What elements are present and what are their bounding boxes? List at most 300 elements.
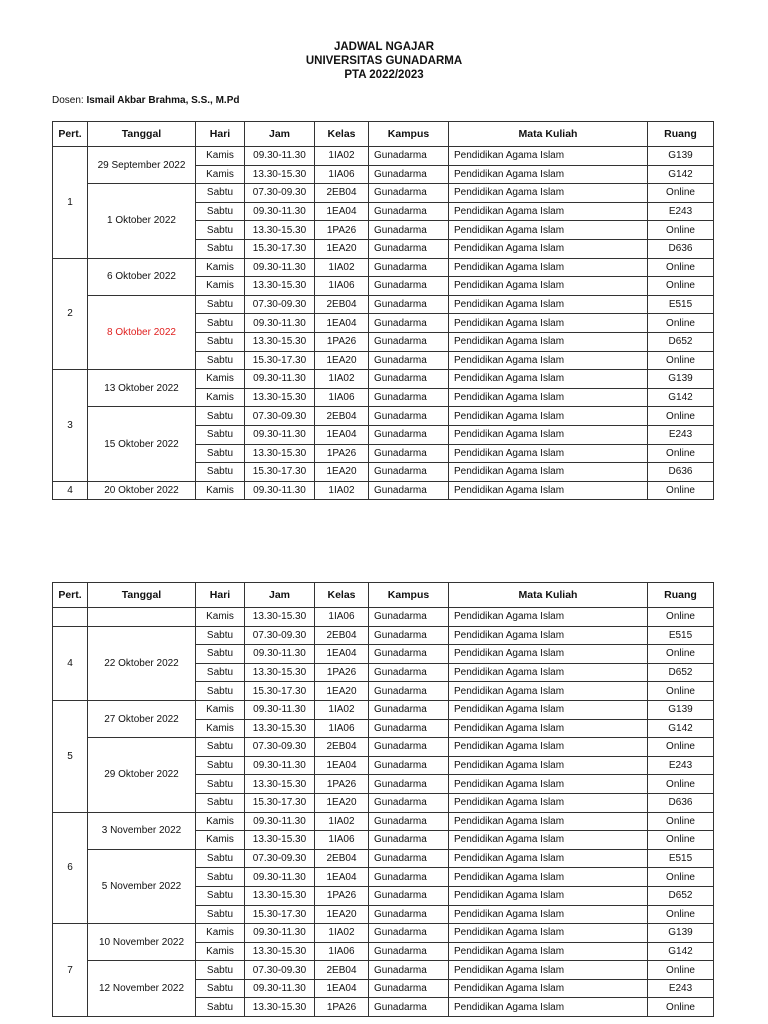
cell-hari: Kamis bbox=[196, 812, 245, 831]
cell-mata-kuliah: Pendidikan Agama Islam bbox=[449, 886, 648, 905]
cell-pert: 5 bbox=[53, 700, 88, 812]
cell-mata-kuliah: Pendidikan Agama Islam bbox=[449, 868, 648, 887]
cell-ruang: Online bbox=[648, 998, 714, 1017]
cell-tanggal: 6 Oktober 2022 bbox=[88, 258, 196, 295]
col-pert: Pert. bbox=[53, 122, 88, 147]
cell-kampus: Gunadarma bbox=[369, 961, 449, 980]
cell-kampus: Gunadarma bbox=[369, 626, 449, 645]
cell-ruang: D636 bbox=[648, 463, 714, 482]
cell-ruang: Online bbox=[648, 905, 714, 924]
cell-mata-kuliah: Pendidikan Agama Islam bbox=[449, 147, 648, 166]
cell-kelas: 2EB04 bbox=[315, 849, 369, 868]
cell-hari: Kamis bbox=[196, 942, 245, 961]
cell-hari: Sabtu bbox=[196, 793, 245, 812]
cell-kelas: 2EB04 bbox=[315, 407, 369, 426]
cell-mata-kuliah: Pendidikan Agama Islam bbox=[449, 682, 648, 701]
cell-ruang: D652 bbox=[648, 663, 714, 682]
cell-kampus: Gunadarma bbox=[369, 682, 449, 701]
cell-kampus: Gunadarma bbox=[369, 277, 449, 296]
cell-jam: 09.30-11.30 bbox=[245, 979, 315, 998]
cell-kampus: Gunadarma bbox=[369, 147, 449, 166]
cell-kelas: 1EA04 bbox=[315, 868, 369, 887]
cell-mata-kuliah: Pendidikan Agama Islam bbox=[449, 924, 648, 943]
cell-ruang: Online bbox=[648, 961, 714, 980]
table-row bbox=[53, 812, 714, 831]
cell-kelas: 1EA04 bbox=[315, 314, 369, 333]
doc-period: PTA 2022/2023 bbox=[344, 69, 424, 81]
cell-kampus: Gunadarma bbox=[369, 463, 449, 482]
cell-jam: 15.30-17.30 bbox=[245, 682, 315, 701]
cell-kelas: 1EA20 bbox=[315, 682, 369, 701]
cell-tanggal bbox=[88, 608, 196, 627]
col-tanggal: Tanggal bbox=[88, 122, 196, 147]
cell-kampus: Gunadarma bbox=[369, 239, 449, 258]
cell-hari: Sabtu bbox=[196, 738, 245, 757]
cell-ruang: E243 bbox=[648, 425, 714, 444]
cell-tanggal: 22 Oktober 2022 bbox=[88, 626, 196, 700]
cell-pert: 3 bbox=[53, 370, 88, 482]
cell-ruang: E243 bbox=[648, 202, 714, 221]
cell-mata-kuliah: Pendidikan Agama Islam bbox=[449, 184, 648, 203]
cell-kampus: Gunadarma bbox=[369, 407, 449, 426]
cell-jam: 09.30-11.30 bbox=[245, 645, 315, 664]
cell-jam: 09.30-11.30 bbox=[245, 202, 315, 221]
cell-ruang: Online bbox=[648, 444, 714, 463]
cell-kampus: Gunadarma bbox=[369, 258, 449, 277]
cell-kelas: 1IA02 bbox=[315, 700, 369, 719]
cell-hari: Sabtu bbox=[196, 775, 245, 794]
table-row bbox=[53, 961, 714, 980]
cell-hari: Kamis bbox=[196, 481, 245, 500]
cell-ruang: Online bbox=[648, 682, 714, 701]
cell-kampus: Gunadarma bbox=[369, 388, 449, 407]
col-jam: Jam bbox=[245, 122, 315, 147]
cell-kelas: 1IA02 bbox=[315, 812, 369, 831]
cell-jam: 13.30-15.30 bbox=[245, 942, 315, 961]
cell-hari: Sabtu bbox=[196, 663, 245, 682]
doc-title: JADWAL NGAJAR bbox=[333, 41, 435, 53]
cell-pert: 6 bbox=[53, 812, 88, 924]
cell-ruang: G139 bbox=[648, 924, 714, 943]
cell-mata-kuliah: Pendidikan Agama Islam bbox=[449, 626, 648, 645]
cell-hari: Sabtu bbox=[196, 682, 245, 701]
cell-tanggal: 8 Oktober 2022 bbox=[88, 295, 196, 369]
cell-kampus: Gunadarma bbox=[369, 314, 449, 333]
cell-kelas: 1IA06 bbox=[315, 831, 369, 850]
cell-mata-kuliah: Pendidikan Agama Islam bbox=[449, 258, 648, 277]
cell-ruang: Online bbox=[648, 184, 714, 203]
cell-ruang: Online bbox=[648, 812, 714, 831]
col-kelas: Kelas bbox=[315, 583, 369, 608]
cell-mata-kuliah: Pendidikan Agama Islam bbox=[449, 295, 648, 314]
cell-tanggal: 15 Oktober 2022 bbox=[88, 407, 196, 481]
cell-mata-kuliah: Pendidikan Agama Islam bbox=[449, 849, 648, 868]
cell-tanggal: 1 Oktober 2022 bbox=[88, 184, 196, 258]
cell-jam: 13.30-15.30 bbox=[245, 388, 315, 407]
cell-mata-kuliah: Pendidikan Agama Islam bbox=[449, 831, 648, 850]
cell-kampus: Gunadarma bbox=[369, 793, 449, 812]
cell-pert: 4 bbox=[53, 626, 88, 700]
cell-mata-kuliah: Pendidikan Agama Islam bbox=[449, 998, 648, 1017]
cell-tanggal: 5 November 2022 bbox=[88, 849, 196, 923]
cell-tanggal: 20 Oktober 2022 bbox=[88, 481, 196, 500]
cell-jam: 09.30-11.30 bbox=[245, 147, 315, 166]
cell-hari: Kamis bbox=[196, 147, 245, 166]
cell-jam: 15.30-17.30 bbox=[245, 463, 315, 482]
cell-jam: 09.30-11.30 bbox=[245, 314, 315, 333]
cell-jam: 13.30-15.30 bbox=[245, 831, 315, 850]
cell-mata-kuliah: Pendidikan Agama Islam bbox=[449, 719, 648, 738]
cell-kampus: Gunadarma bbox=[369, 812, 449, 831]
cell-kampus: Gunadarma bbox=[369, 165, 449, 184]
cell-hari: Sabtu bbox=[196, 407, 245, 426]
cell-jam: 13.30-15.30 bbox=[245, 886, 315, 905]
cell-ruang: E515 bbox=[648, 849, 714, 868]
cell-kelas: 1IA06 bbox=[315, 608, 369, 627]
schedule-table-2 bbox=[52, 582, 714, 1017]
cell-kampus: Gunadarma bbox=[369, 425, 449, 444]
col-tanggal: Tanggal bbox=[88, 583, 196, 608]
cell-kelas: 2EB04 bbox=[315, 184, 369, 203]
cell-mata-kuliah: Pendidikan Agama Islam bbox=[449, 239, 648, 258]
cell-kelas: 1EA20 bbox=[315, 905, 369, 924]
cell-jam: 13.30-15.30 bbox=[245, 332, 315, 351]
cell-kelas: 1PA26 bbox=[315, 221, 369, 240]
table-row bbox=[53, 370, 714, 389]
cell-mata-kuliah: Pendidikan Agama Islam bbox=[449, 942, 648, 961]
schedule-body-1 bbox=[53, 147, 714, 500]
cell-kampus: Gunadarma bbox=[369, 184, 449, 203]
cell-kampus: Gunadarma bbox=[369, 849, 449, 868]
cell-kampus: Gunadarma bbox=[369, 775, 449, 794]
cell-kampus: Gunadarma bbox=[369, 924, 449, 943]
cell-ruang: Online bbox=[648, 831, 714, 850]
cell-kampus: Gunadarma bbox=[369, 738, 449, 757]
cell-kelas: 2EB04 bbox=[315, 295, 369, 314]
cell-kampus: Gunadarma bbox=[369, 942, 449, 961]
col-kampus: Kampus bbox=[369, 122, 449, 147]
cell-kelas: 1EA04 bbox=[315, 645, 369, 664]
cell-kelas: 1EA20 bbox=[315, 463, 369, 482]
cell-kampus: Gunadarma bbox=[369, 202, 449, 221]
cell-ruang: D636 bbox=[648, 793, 714, 812]
lecturer-label: Dosen: bbox=[52, 95, 84, 106]
table-header-row bbox=[53, 122, 714, 147]
cell-jam: 15.30-17.30 bbox=[245, 239, 315, 258]
cell-kampus: Gunadarma bbox=[369, 700, 449, 719]
table-row bbox=[53, 626, 714, 645]
cell-kelas: 1EA20 bbox=[315, 351, 369, 370]
cell-ruang: Online bbox=[648, 481, 714, 500]
cell-pert: 7 bbox=[53, 924, 88, 1017]
cell-kelas: 1PA26 bbox=[315, 663, 369, 682]
cell-jam: 13.30-15.30 bbox=[245, 998, 315, 1017]
cell-pert: 2 bbox=[53, 258, 88, 370]
cell-kampus: Gunadarma bbox=[369, 444, 449, 463]
cell-jam: 09.30-11.30 bbox=[245, 924, 315, 943]
cell-mata-kuliah: Pendidikan Agama Islam bbox=[449, 756, 648, 775]
cell-hari: Sabtu bbox=[196, 463, 245, 482]
cell-hari: Sabtu bbox=[196, 295, 245, 314]
cell-kampus: Gunadarma bbox=[369, 481, 449, 500]
cell-ruang: G139 bbox=[648, 147, 714, 166]
cell-kelas: 1EA04 bbox=[315, 202, 369, 221]
cell-kelas: 1IA06 bbox=[315, 165, 369, 184]
cell-hari: Sabtu bbox=[196, 314, 245, 333]
cell-hari: Sabtu bbox=[196, 351, 245, 370]
cell-jam: 13.30-15.30 bbox=[245, 444, 315, 463]
cell-mata-kuliah: Pendidikan Agama Islam bbox=[449, 700, 648, 719]
cell-hari: Kamis bbox=[196, 608, 245, 627]
cell-ruang: E243 bbox=[648, 756, 714, 775]
cell-hari: Sabtu bbox=[196, 886, 245, 905]
cell-kelas: 1IA02 bbox=[315, 370, 369, 389]
cell-hari: Sabtu bbox=[196, 849, 245, 868]
cell-kelas: 1IA06 bbox=[315, 719, 369, 738]
table-row bbox=[53, 184, 714, 203]
cell-hari: Sabtu bbox=[196, 221, 245, 240]
cell-mata-kuliah: Pendidikan Agama Islam bbox=[449, 775, 648, 794]
cell-hari: Kamis bbox=[196, 388, 245, 407]
cell-hari: Sabtu bbox=[196, 626, 245, 645]
cell-hari: Sabtu bbox=[196, 645, 245, 664]
table-row bbox=[53, 481, 714, 500]
cell-mata-kuliah: Pendidikan Agama Islam bbox=[449, 370, 648, 389]
cell-pert bbox=[53, 608, 88, 627]
cell-mata-kuliah: Pendidikan Agama Islam bbox=[449, 277, 648, 296]
table-row bbox=[53, 258, 714, 277]
table-row bbox=[53, 147, 714, 166]
cell-jam: 09.30-11.30 bbox=[245, 700, 315, 719]
cell-kelas: 2EB04 bbox=[315, 961, 369, 980]
cell-ruang: E243 bbox=[648, 979, 714, 998]
cell-ruang: Online bbox=[648, 608, 714, 627]
cell-mata-kuliah: Pendidikan Agama Islam bbox=[449, 463, 648, 482]
cell-kampus: Gunadarma bbox=[369, 719, 449, 738]
cell-kampus: Gunadarma bbox=[369, 645, 449, 664]
cell-hari: Kamis bbox=[196, 719, 245, 738]
col-ruang: Ruang bbox=[648, 122, 714, 147]
cell-mata-kuliah: Pendidikan Agama Islam bbox=[449, 663, 648, 682]
cell-jam: 07.30-09.30 bbox=[245, 961, 315, 980]
cell-jam: 13.30-15.30 bbox=[245, 277, 315, 296]
cell-jam: 13.30-15.30 bbox=[245, 221, 315, 240]
cell-ruang: Online bbox=[648, 775, 714, 794]
cell-kampus: Gunadarma bbox=[369, 979, 449, 998]
cell-jam: 15.30-17.30 bbox=[245, 351, 315, 370]
cell-tanggal: 12 November 2022 bbox=[88, 961, 196, 1017]
cell-jam: 09.30-11.30 bbox=[245, 258, 315, 277]
cell-kampus: Gunadarma bbox=[369, 370, 449, 389]
cell-kampus: Gunadarma bbox=[369, 221, 449, 240]
cell-mata-kuliah: Pendidikan Agama Islam bbox=[449, 425, 648, 444]
cell-kelas: 1EA04 bbox=[315, 979, 369, 998]
cell-hari: Kamis bbox=[196, 924, 245, 943]
cell-hari: Sabtu bbox=[196, 868, 245, 887]
cell-jam: 09.30-11.30 bbox=[245, 812, 315, 831]
cell-mata-kuliah: Pendidikan Agama Islam bbox=[449, 332, 648, 351]
cell-ruang: D652 bbox=[648, 332, 714, 351]
cell-tanggal: 27 Oktober 2022 bbox=[88, 700, 196, 737]
cell-jam: 13.30-15.30 bbox=[245, 719, 315, 738]
cell-ruang: D636 bbox=[648, 239, 714, 258]
cell-jam: 15.30-17.30 bbox=[245, 793, 315, 812]
cell-mata-kuliah: Pendidikan Agama Islam bbox=[449, 738, 648, 757]
cell-ruang: G142 bbox=[648, 719, 714, 738]
cell-mata-kuliah: Pendidikan Agama Islam bbox=[449, 202, 648, 221]
cell-ruang: G139 bbox=[648, 370, 714, 389]
cell-ruang: Online bbox=[648, 221, 714, 240]
cell-ruang: D652 bbox=[648, 886, 714, 905]
cell-jam: 13.30-15.30 bbox=[245, 775, 315, 794]
cell-ruang: Online bbox=[648, 738, 714, 757]
cell-kampus: Gunadarma bbox=[369, 998, 449, 1017]
cell-kelas: 1IA02 bbox=[315, 147, 369, 166]
cell-kampus: Gunadarma bbox=[369, 295, 449, 314]
cell-kelas: 2EB04 bbox=[315, 626, 369, 645]
cell-mata-kuliah: Pendidikan Agama Islam bbox=[449, 351, 648, 370]
cell-tanggal: 29 Oktober 2022 bbox=[88, 738, 196, 812]
cell-jam: 09.30-11.30 bbox=[245, 425, 315, 444]
cell-tanggal: 29 September 2022 bbox=[88, 147, 196, 184]
cell-jam: 15.30-17.30 bbox=[245, 905, 315, 924]
cell-kampus: Gunadarma bbox=[369, 905, 449, 924]
cell-mata-kuliah: Pendidikan Agama Islam bbox=[449, 645, 648, 664]
cell-jam: 07.30-09.30 bbox=[245, 849, 315, 868]
cell-kelas: 1IA06 bbox=[315, 277, 369, 296]
cell-kampus: Gunadarma bbox=[369, 332, 449, 351]
cell-ruang: Online bbox=[648, 314, 714, 333]
cell-kampus: Gunadarma bbox=[369, 756, 449, 775]
cell-kampus: Gunadarma bbox=[369, 886, 449, 905]
lecturer-name: Ismail Akbar Brahma, S.S., M.Pd bbox=[86, 95, 240, 106]
cell-jam: 07.30-09.30 bbox=[245, 626, 315, 645]
cell-jam: 13.30-15.30 bbox=[245, 165, 315, 184]
cell-hari: Kamis bbox=[196, 370, 245, 389]
cell-kelas: 1IA02 bbox=[315, 481, 369, 500]
cell-jam: 13.30-15.30 bbox=[245, 663, 315, 682]
col-hari: Hari bbox=[196, 122, 245, 147]
cell-pert: 1 bbox=[53, 147, 88, 259]
col-jam: Jam bbox=[245, 583, 315, 608]
cell-jam: 09.30-11.30 bbox=[245, 481, 315, 500]
cell-mata-kuliah: Pendidikan Agama Islam bbox=[449, 812, 648, 831]
cell-hari: Sabtu bbox=[196, 998, 245, 1017]
cell-jam: 07.30-09.30 bbox=[245, 738, 315, 757]
cell-kelas: 1IA06 bbox=[315, 388, 369, 407]
cell-kampus: Gunadarma bbox=[369, 351, 449, 370]
cell-ruang: E515 bbox=[648, 626, 714, 645]
cell-hari: Sabtu bbox=[196, 979, 245, 998]
cell-hari: Kamis bbox=[196, 700, 245, 719]
cell-kelas: 1PA26 bbox=[315, 775, 369, 794]
cell-hari: Sabtu bbox=[196, 202, 245, 221]
cell-kelas: 1EA04 bbox=[315, 425, 369, 444]
table-row bbox=[53, 407, 714, 426]
table-row bbox=[53, 608, 714, 627]
col-kampus: Kampus bbox=[369, 583, 449, 608]
cell-mata-kuliah: Pendidikan Agama Islam bbox=[449, 793, 648, 812]
cell-hari: Kamis bbox=[196, 258, 245, 277]
cell-kelas: 1EA20 bbox=[315, 239, 369, 258]
cell-ruang: Online bbox=[648, 407, 714, 426]
table-row bbox=[53, 295, 714, 314]
cell-jam: 07.30-09.30 bbox=[245, 407, 315, 426]
cell-jam: 07.30-09.30 bbox=[245, 295, 315, 314]
cell-ruang: E515 bbox=[648, 295, 714, 314]
col-mata-kuliah: Mata Kuliah bbox=[449, 583, 648, 608]
col-pert: Pert. bbox=[53, 583, 88, 608]
cell-jam: 09.30-11.30 bbox=[245, 868, 315, 887]
cell-mata-kuliah: Pendidikan Agama Islam bbox=[449, 608, 648, 627]
cell-mata-kuliah: Pendidikan Agama Islam bbox=[449, 388, 648, 407]
cell-tanggal: 3 November 2022 bbox=[88, 812, 196, 849]
cell-jam: 09.30-11.30 bbox=[245, 756, 315, 775]
cell-hari: Kamis bbox=[196, 831, 245, 850]
cell-kampus: Gunadarma bbox=[369, 608, 449, 627]
cell-mata-kuliah: Pendidikan Agama Islam bbox=[449, 481, 648, 500]
lecturer-line bbox=[52, 95, 239, 106]
cell-jam: 09.30-11.30 bbox=[245, 370, 315, 389]
cell-jam: 13.30-15.30 bbox=[245, 608, 315, 627]
cell-ruang: G139 bbox=[648, 700, 714, 719]
cell-jam: 07.30-09.30 bbox=[245, 184, 315, 203]
cell-hari: Sabtu bbox=[196, 905, 245, 924]
cell-kelas: 1EA20 bbox=[315, 793, 369, 812]
cell-kelas: 1PA26 bbox=[315, 332, 369, 351]
col-hari: Hari bbox=[196, 583, 245, 608]
col-mata-kuliah: Mata Kuliah bbox=[449, 122, 648, 147]
table-row bbox=[53, 738, 714, 757]
cell-kelas: 1IA06 bbox=[315, 942, 369, 961]
cell-hari: Sabtu bbox=[196, 425, 245, 444]
schedule-table-1 bbox=[52, 121, 714, 500]
cell-ruang: Online bbox=[648, 868, 714, 887]
cell-ruang: G142 bbox=[648, 388, 714, 407]
cell-hari: Sabtu bbox=[196, 332, 245, 351]
cell-hari: Sabtu bbox=[196, 961, 245, 980]
cell-mata-kuliah: Pendidikan Agama Islam bbox=[449, 905, 648, 924]
table-row bbox=[53, 849, 714, 868]
cell-tanggal: 13 Oktober 2022 bbox=[88, 370, 196, 407]
cell-kelas: 1PA26 bbox=[315, 444, 369, 463]
cell-ruang: Online bbox=[648, 645, 714, 664]
col-ruang: Ruang bbox=[648, 583, 714, 608]
table-header-row bbox=[53, 583, 714, 608]
table-row bbox=[53, 924, 714, 943]
schedule-body-2 bbox=[53, 608, 714, 1017]
cell-kampus: Gunadarma bbox=[369, 663, 449, 682]
cell-mata-kuliah: Pendidikan Agama Islam bbox=[449, 961, 648, 980]
cell-hari: Sabtu bbox=[196, 184, 245, 203]
cell-kelas: 1PA26 bbox=[315, 886, 369, 905]
cell-mata-kuliah: Pendidikan Agama Islam bbox=[449, 444, 648, 463]
cell-hari: Kamis bbox=[196, 277, 245, 296]
cell-pert: 4 bbox=[53, 481, 88, 500]
cell-mata-kuliah: Pendidikan Agama Islam bbox=[449, 165, 648, 184]
cell-kampus: Gunadarma bbox=[369, 831, 449, 850]
cell-ruang: G142 bbox=[648, 942, 714, 961]
cell-ruang: Online bbox=[648, 258, 714, 277]
cell-kampus: Gunadarma bbox=[369, 868, 449, 887]
cell-kelas: 2EB04 bbox=[315, 738, 369, 757]
cell-ruang: Online bbox=[648, 351, 714, 370]
cell-mata-kuliah: Pendidikan Agama Islam bbox=[449, 221, 648, 240]
cell-hari: Sabtu bbox=[196, 756, 245, 775]
cell-mata-kuliah: Pendidikan Agama Islam bbox=[449, 314, 648, 333]
cell-hari: Kamis bbox=[196, 165, 245, 184]
table-row bbox=[53, 700, 714, 719]
